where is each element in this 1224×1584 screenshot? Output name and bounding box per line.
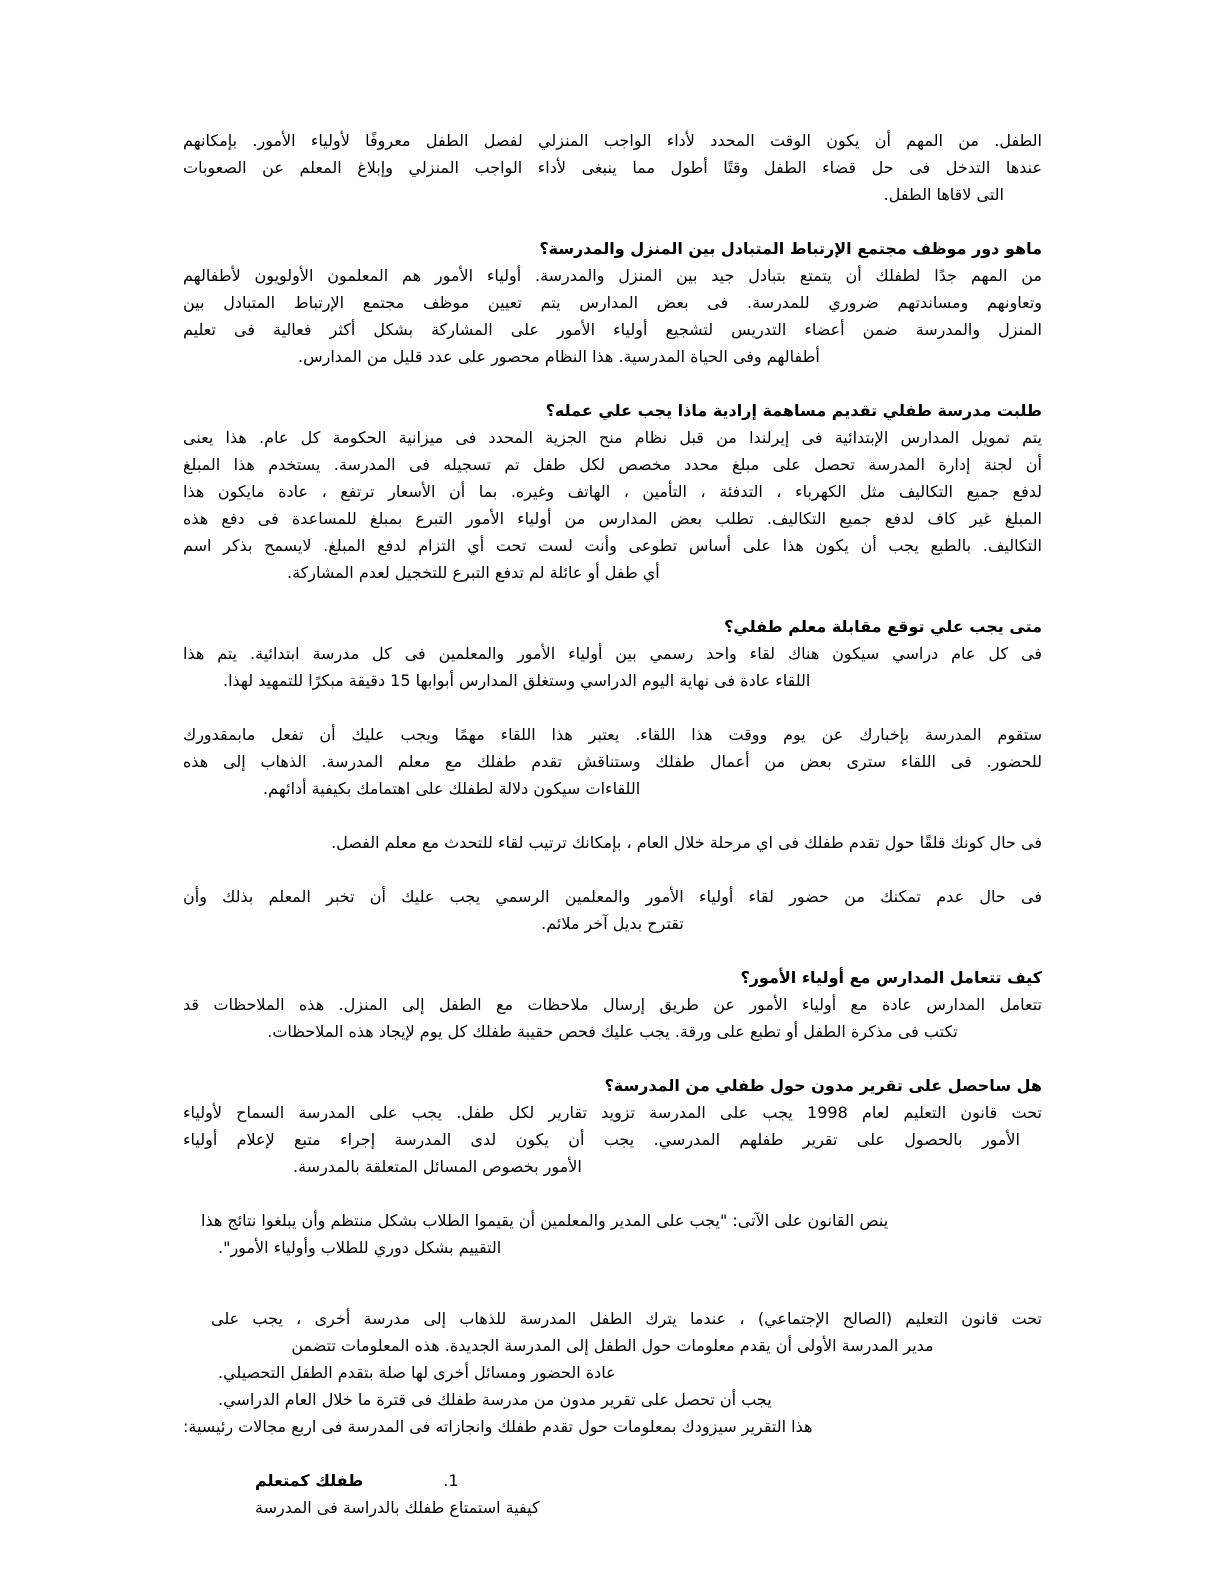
paragraph-line: فى حال عدم تمكنك من حضور لقاء أولياء الأمور والمعلمين الرسمي يجب عليك أن تخبر المعلم بذلك وأن <box>183 887 1042 906</box>
paragraph-line: المنزل والمدرسة ضمن أعضاء التدريس لتشجيع أولياء الأمور على المشاركة بشكل أكثر فعالية فى تعليم <box>183 320 1042 339</box>
section-heading-teacher-meeting: متى يجب علي توقع مقابلة معلم طفلي؟ <box>724 617 1042 636</box>
paragraph-line: للحضور. فى اللقاء سترى بعض من أعمال طفلك وستناقش تقدم طفلك مع معلم المدرسة. الذهاب إلى هذه <box>183 752 1042 771</box>
paragraph-line: هذا التقرير سيزودك بمعلومات حول تقدم طفلك وانجازاته فى المدرسة فى اربع مجالات رئيسية: <box>183 1417 813 1436</box>
paragraph-line: أطفالهم وفى الحياة المدرسية. هذا النظام محصور على عدد قليل من المدارس. <box>298 347 820 366</box>
list-item-1-number: 1. <box>443 1471 459 1490</box>
paragraph-education-act <box>183 1099 1042 1180</box>
paragraph-line: تتعامل المدارس عادة مع أولياء الأمور عن طريق إرسال ملاحظات مع الطفل إلى المنزل. هذه الملاحظات قد <box>183 995 1042 1014</box>
paragraph-progress-concern <box>183 829 1042 856</box>
paragraph-line: كيفية استمتاع طفلك بالدراسة فى المدرسة <box>255 1498 540 1517</box>
paragraph-line: تحت قانون التعليم لعام 1998 يجب على المدرسة تزويد تقارير لكل طفل. يجب على المدرسة السماح لأولياء <box>183 1103 1042 1122</box>
list-item-1-title: طفلك كمتعلم <box>255 1471 364 1490</box>
paragraph-line: عادة الحضور ومسائل أخرى لها صلة بتقدم الطفل التحصيلي. <box>218 1363 616 1382</box>
paragraph-welfare-act <box>183 1305 1042 1440</box>
paragraph-line: يجب أن تحصل على تقرير مدون من مدرسة طفلك فى قترة ما خلال العام الدراسي. <box>218 1390 772 1409</box>
paragraph-line: التقييم بشكل دوري للطلاب وأولياء الأمور". <box>218 1238 502 1257</box>
paragraph-line: التى لاقاها الطفل. <box>883 185 1004 204</box>
paragraph-line: ينص القانون على الآتى: "يجب على المدير والمعلمين أن يقيموا الطلاب بشكل منتظم وأن يبلغوا نتائج هذا <box>201 1211 889 1230</box>
paragraph-cannot-attend <box>183 883 1042 937</box>
paragraph-line: عندها التدخل فى حل قضاء الطفل وقتًا أطول مما ينبغى لأداء الواجب المنزلي وإبلاغ المعلم عن الصعوبات <box>183 158 1042 177</box>
section-heading-hscl-role: ماهو دور موظف مجتمع الإرتباط المتبادل بين المنزل والمدرسة؟ <box>539 239 1042 258</box>
paragraph-line: لدفع جميع التكاليف مثل الكهرباء ، التدفئة ، التأمين ، الهاتف وغيره. بما أن الأسعار ترتفع ، عادة مايكون هذا <box>183 482 1042 501</box>
paragraph-line: تكتب فى مذكرة الطفل أو تطبع على ورقة. يجب عليك فحص حقيبة طفلك كل يوم لإيجاد هذه الملاحظات. <box>267 1022 958 1041</box>
paragraph-school-communication <box>183 991 1042 1045</box>
paragraph-line: فى حال كونك قلقًا حول تقدم طفلك فى اي مرحلة خلال العام ، بإمكانك ترتيب لقاء للتحدث مع معلم الفصل. <box>331 833 1042 852</box>
paragraph-line: وتعاونهم ومساندتهم ضروري للمدرسة. فى بعض المدارس يتم تعيين موظف مجتمع الإرتباط المتبادل بين <box>183 293 1042 312</box>
section-heading-voluntary-contribution: طلبت مدرسة طفلي تقديم مساهمة إرادية ماذا يجب علي عمله؟ <box>545 401 1042 420</box>
paragraph-voluntary-contribution <box>183 424 1042 586</box>
paragraph-law-quote <box>183 1207 1042 1261</box>
paragraph-report-area-1-description <box>183 1494 1042 1521</box>
paragraph-line: يتم تمويل المدارس الإبتدائية فى إيرلندا من قبل نظام منح الجزية المحدد فى ميزانية الحكومة كل عام. هذا يعنى <box>183 428 1042 447</box>
paragraph-line: مدير المدرسة الأولى أن يقدم معلومات حول الطفل إلى المدرسة الجديدة. هذه المعلومات تتضمن <box>291 1336 934 1355</box>
paragraph-line: الأمور بالحصول على تقرير طفلهم المدرسي. يجب أن يكون لدى المدرسة إجراء متبع لإعلام أولياء <box>183 1130 1020 1149</box>
paragraph-hscl-role <box>183 262 1042 370</box>
paragraph-line: الأمور بخصوص المسائل المتعلقة بالمدرسة. <box>293 1157 582 1176</box>
paragraph-line: فى كل عام دراسي سيكون هناك لقاء واحد رسمي بين أولياء الأمور والمعلمين فى كل مدرسة ابتدائية. يتم هذا <box>183 644 1042 663</box>
paragraph-line: ستقوم المدرسة بإخبارك عن يوم ووقت هذا اللقاء. يعتبر هذا اللقاء مهمًا ويجب عليك أن تفعل مابمقدورك <box>183 725 1042 744</box>
paragraph-line: أي طفل أو عائلة لم تدفع التبرع للتخجيل لعدم المشاركة. <box>287 563 660 582</box>
paragraph-line: اللقاءات سيكون دلالة لطفلك على اهتمامك بكيفية أدائهم. <box>263 779 641 798</box>
section-heading-school-communication: كيف تتعامل المدارس مع أولياء الأمور؟ <box>740 968 1042 987</box>
list-item-1 <box>183 1467 1042 1494</box>
paragraph-line: أن لجنة إدارة المدرسة تحصل على مبلغ محدد مخصص لكل طفل تم تسجيله فى المدرسة. يستخدم هذا المبلغ <box>183 455 1042 474</box>
paragraph-line: تحت قانون التعليم (الصالح الإجتماعي) ، عندما يترك الطفل المدرسة للذهاب إلى مدرسة أخرى ، يجب على <box>211 1309 1042 1328</box>
paragraph-line: المبلغ غير كاف لدفع جميع التكاليف. تطلب بعض المدارس من أولياء الأمور التبرع بمبلغ للمساعدة فى دفع هذه <box>183 509 1042 528</box>
paragraph-line: تقترح بديل آخر ملائم. <box>541 914 684 933</box>
paragraph-meeting-details <box>183 721 1042 802</box>
paragraph-homework-continuation <box>183 127 1042 208</box>
section-heading-written-report: هل ساحصل على تقرير مدون حول طفلي من المدرسة؟ <box>604 1076 1042 1095</box>
paragraph-teacher-meeting <box>183 640 1042 694</box>
paragraph-line: الطفل. من المهم أن يكون الوقت المحدد لأداء الواجب المنزلي لفصل الطفل معروفًا لأولياء الأمور. بإمكانهم <box>183 131 1042 150</box>
paragraph-line: التكاليف. بالطبع يجب أن يكون هذا على أساس تطوعى وأنت لست تحت أي التزام لدفع المبلغ. لايسمح بذكر اسم <box>183 536 1042 555</box>
paragraph-line: اللقاء عادة فى نهاية اليوم الدراسي وستغلق المدارس أبوابها 15 دقيقة مبكرًا للتمهيد لهذا. <box>223 671 811 690</box>
paragraph-line: من المهم جدًا لطفلك أن يتمتع بتبادل جيد بين المنزل والمدرسة. أولياء الأمور هم المعلمون الأولويون لأطفالهم <box>183 266 1042 285</box>
